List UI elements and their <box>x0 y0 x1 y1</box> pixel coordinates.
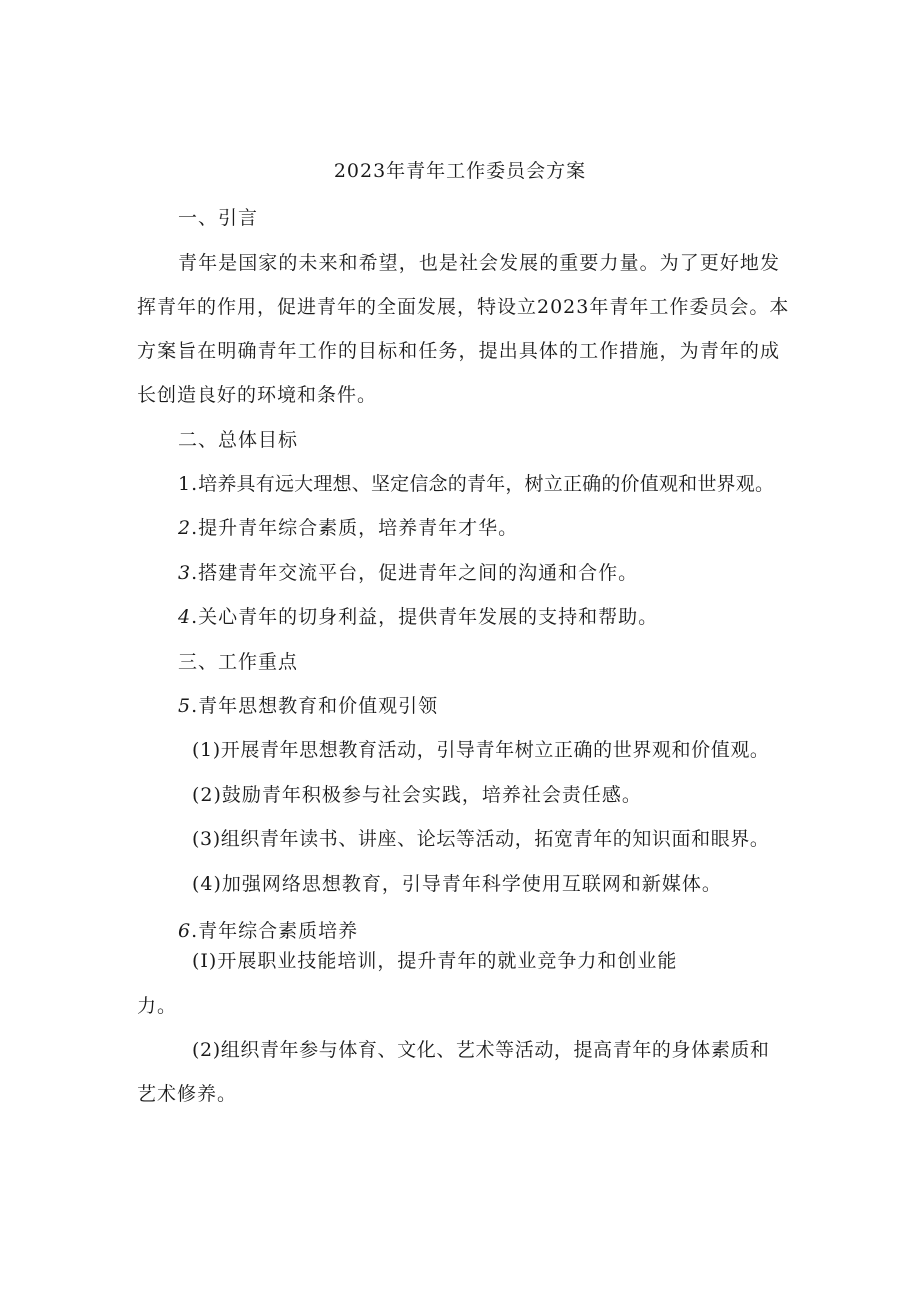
focus6-item-2-line-1: (2)组织青年参与体育、文化、艺术等活动，提高青年的身体素质和 <box>192 1039 770 1061</box>
section-heading-focus: 三、工作重点 <box>178 651 299 673</box>
section-heading-goals: 二、总体目标 <box>178 429 299 451</box>
focus-number: 5 <box>178 695 192 717</box>
focus6-item-2-line-2: 艺术修养。 <box>137 1083 238 1105</box>
focus5-item-2: (2)鼓励青年积极参与社会实践，培养社会责任感。 <box>192 784 642 806</box>
focus-heading-5 <box>178 693 438 719</box>
focus-text: .青年综合素质培养 <box>191 920 359 942</box>
intro-line-2: 挥青年的作用，促进青年的全面发展，特设立2023年青年工作委员会。本 <box>137 296 790 318</box>
intro-line-3: 方案旨在明确青年工作的目标和任务，提出具体的工作措施，为青年的成 <box>137 340 780 362</box>
intro-line-1: 青年是国家的未来和希望，也是社会发展的重要力量。为了更好地发 <box>178 252 780 274</box>
focus5-item-1: (1)开展青年思想教育活动，引导青年树立正确的世界观和价值观。 <box>192 739 770 761</box>
goal-text: .提升青年综合素质，培养青年才华。 <box>191 517 519 539</box>
focus5-item-4: (4)加强网络思想教育，引导青年科学使用互联网和新媒体。 <box>192 873 722 895</box>
section-heading-intro: 一、引言 <box>178 207 259 229</box>
goal-text: .搭建青年交流平台，促进青年之间的沟通和合作。 <box>191 562 639 584</box>
goal-text: 培养具有远大理想、坚定信念的青年，树立正确的价值观和世界观。 <box>198 473 775 495</box>
goal-item-1 <box>178 471 774 497</box>
goal-number: 1. <box>178 473 199 495</box>
focus-number: 6 <box>178 920 192 942</box>
goal-number: 3 <box>178 562 192 584</box>
goal-number: 4 <box>178 606 192 628</box>
goal-item-4 <box>178 604 658 630</box>
focus5-item-3: (3)组织青年读书、讲座、论坛等活动，拓宽青年的知识面和眼界。 <box>192 828 770 850</box>
focus-text: .青年思想教育和价值观引领 <box>191 695 439 717</box>
focus6-item-1-line-2: 力。 <box>137 995 178 1017</box>
goal-item-2 <box>178 515 518 541</box>
intro-line-4: 长创造良好的环境和条件。 <box>137 384 378 406</box>
focus-heading-6 <box>178 918 358 944</box>
goal-item-3 <box>178 560 638 586</box>
focus6-item-1-line-1: (I)开展职业技能培训，提升青年的就业竞争力和创业能 <box>192 950 678 972</box>
document-title: 2023年青年工作委员会方案 <box>333 160 587 182</box>
goal-text: .关心青年的切身利益，提供青年发展的支持和帮助。 <box>191 606 659 628</box>
goal-number: 2 <box>178 517 192 539</box>
